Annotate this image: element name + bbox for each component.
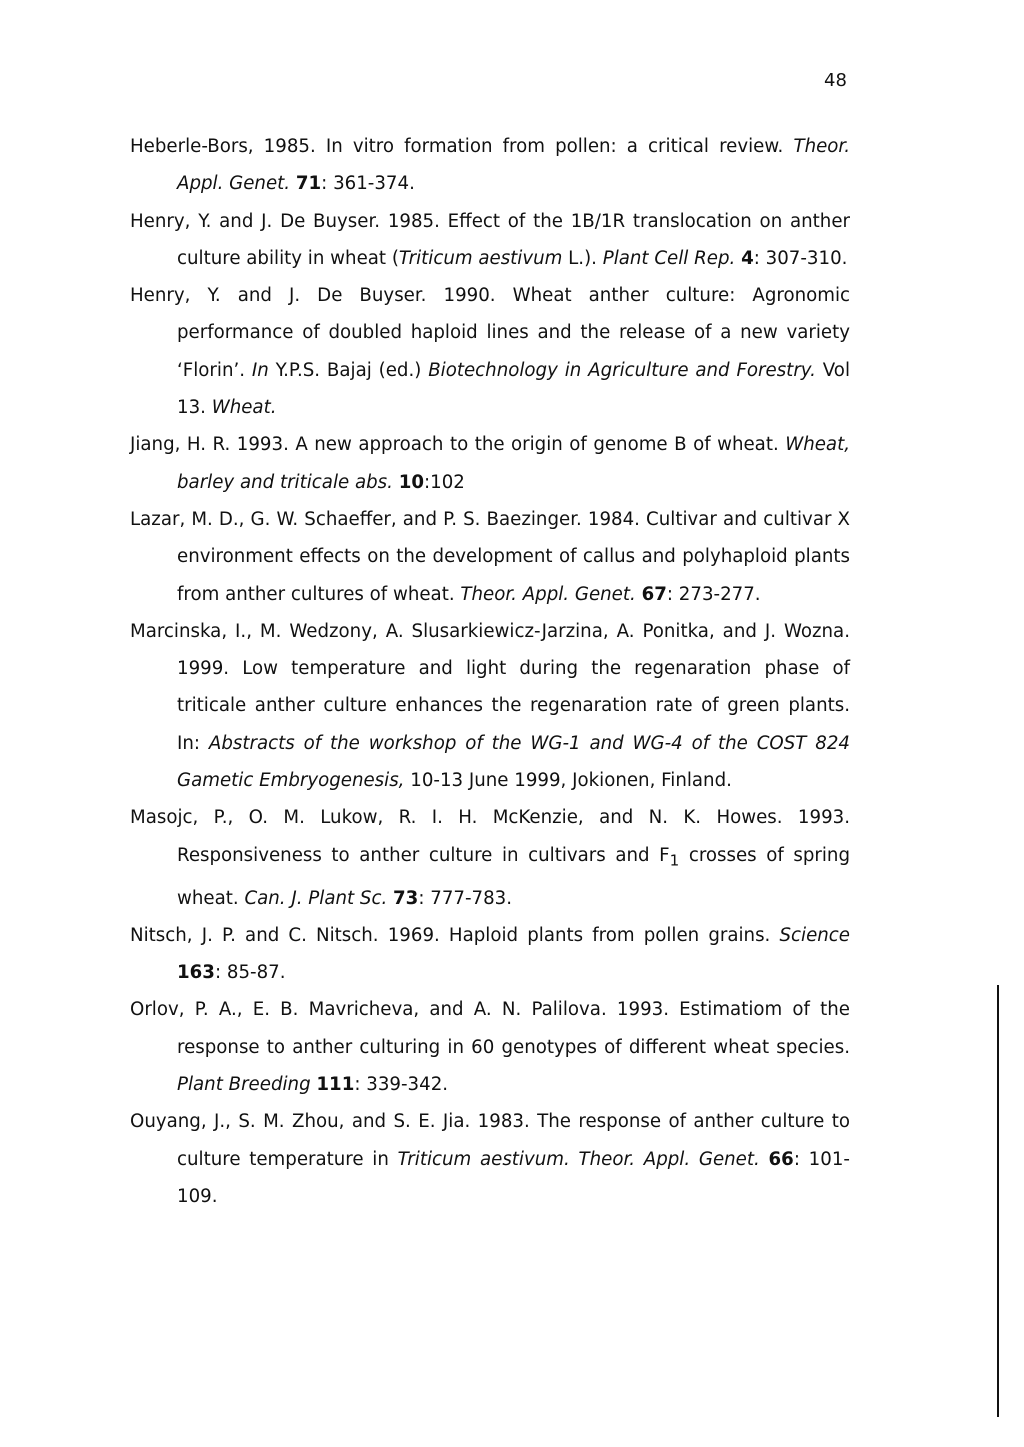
reference-segment: L.). bbox=[562, 247, 603, 269]
reference-segment: Abstracts of the workshop of the WG-1 and WG-4 of the COST 824 Gametic Embryogenesis, bbox=[177, 732, 850, 792]
reference-segment: Vol 13. bbox=[177, 359, 850, 419]
reference-entry bbox=[130, 128, 850, 203]
reference-segment: Plant Breeding bbox=[177, 1074, 311, 1096]
reference-segment: : 273-277. bbox=[666, 583, 761, 605]
reference-segment: Can. J. Plant Sc. bbox=[244, 887, 388, 909]
reference-segment: 163 bbox=[177, 962, 215, 984]
reference-segment: Theor. Appl. Genet. bbox=[460, 583, 636, 605]
reference-entry bbox=[130, 203, 850, 278]
reference-segment: : 339-342. bbox=[354, 1074, 449, 1096]
reference-segment: In bbox=[251, 359, 269, 381]
reference-segment: 10 bbox=[398, 471, 425, 493]
reference-segment: Henry, Y. and J. De Buyser. 1985. Effect of the 1B/1R translocation on anther culture ability in wheat ( bbox=[130, 210, 850, 269]
reference-segment: Jiang, H. R. 1993. A new approach to the origin of genome B of wheat. bbox=[130, 434, 786, 456]
reference-segment bbox=[570, 1149, 579, 1170]
reference-segment: : 307-310. bbox=[753, 247, 848, 269]
reference-segment: Marcinska, I., M. Wedzony, A. Slusarkiewicz-Jarzina, A. Ponitka, and J. Wozna. 1999. Low temperature and light during the regenaration phase of triticale anther culture enhances the regenaration rate of green plants. In: bbox=[130, 620, 850, 754]
reference-entry bbox=[130, 426, 850, 501]
reference-segment: Biotechnology in Agriculture and Forestry. bbox=[428, 359, 816, 381]
reference-segment: : 85-87. bbox=[214, 962, 286, 984]
reference-segment: Lazar, M. D., G. W. Schaeffer, and P. S. Baezinger. 1984. Cultivar and cultivar X environment effects on the development of callus and polyhaploid plants from anther cultures of wheat. bbox=[130, 508, 850, 605]
reference-entry bbox=[130, 277, 850, 426]
reference-segment: 10-13 June 1999, Jokionen, Finland. bbox=[404, 770, 732, 792]
margin-rule bbox=[997, 985, 999, 1417]
reference-segment: Triticum aestivum bbox=[398, 247, 563, 269]
reference-segment: crosses of spring wheat. bbox=[177, 844, 850, 909]
reference-segment: Wheat. bbox=[211, 397, 277, 419]
reference-segment: Theor. Appl. Genet. bbox=[578, 1148, 760, 1170]
reference-segment: 4 bbox=[741, 247, 754, 269]
reference-segment: 73 bbox=[393, 887, 419, 909]
reference-segment: 67 bbox=[641, 583, 667, 605]
reference-segment: Plant Cell Rep. bbox=[602, 247, 736, 269]
reference-segment: Triticum aestivum. bbox=[397, 1148, 570, 1170]
reference-entry bbox=[130, 991, 850, 1103]
reference-segment: Henry, Y. and J. De Buyser. 1990. Wheat anther culture: Agronomic performance of doubled haploid lines and the release of a new variety ‘Florin’. bbox=[130, 285, 850, 381]
page-number: 48 bbox=[824, 70, 847, 91]
reference-segment: 71 bbox=[295, 173, 322, 195]
reference-segment: 111 bbox=[316, 1074, 355, 1096]
reference-segment: Masojc, P., O. M. Lukow, R. I. H. McKenzie, and N. K. Howes. 1993. Responsiveness to anther culture in cultivars and F bbox=[130, 807, 850, 866]
reference-segment: Y.P.S. Bajaj (ed.) bbox=[268, 359, 429, 381]
reference-segment: : 361-374. bbox=[321, 173, 415, 195]
reference-entry bbox=[130, 613, 850, 799]
reference-segment: Nitsch, J. P. and C. Nitsch. 1969. Haploid plants from pollen grains. bbox=[130, 924, 780, 946]
reference-entry bbox=[130, 917, 850, 992]
reference-entry bbox=[130, 501, 850, 613]
reference-segment bbox=[760, 1149, 769, 1170]
reference-segment: Orlov, P. A., E. B. Mavricheva, and A. N. Palilova. 1993. Estimatiom of the response to anther culturing in 60 genotypes of different wheat species. bbox=[130, 999, 850, 1058]
reference-segment: Wheat, barley and triticale abs. bbox=[177, 434, 850, 493]
reference-entry bbox=[130, 799, 850, 917]
reference-segment: :102 bbox=[424, 471, 465, 493]
reference-segment: : 101-109. bbox=[177, 1148, 850, 1207]
reference-segment: Science bbox=[779, 924, 850, 946]
reference-segment: 66 bbox=[768, 1148, 794, 1170]
reference-list bbox=[130, 128, 850, 1215]
reference-segment: Heberle-Bors, 1985. In vitro formation from pollen: a critical review. bbox=[130, 136, 794, 157]
reference-segment: : 777-783. bbox=[418, 887, 513, 909]
reference-segment: 1 bbox=[669, 851, 680, 870]
reference-segment: Ouyang, J., S. M. Zhou, and S. E. Jia. 1983. The response of anther culture to culture temperature in bbox=[130, 1111, 850, 1170]
reference-entry bbox=[130, 1103, 850, 1215]
reference-segment: Theor. Appl. Genet. bbox=[177, 136, 850, 195]
